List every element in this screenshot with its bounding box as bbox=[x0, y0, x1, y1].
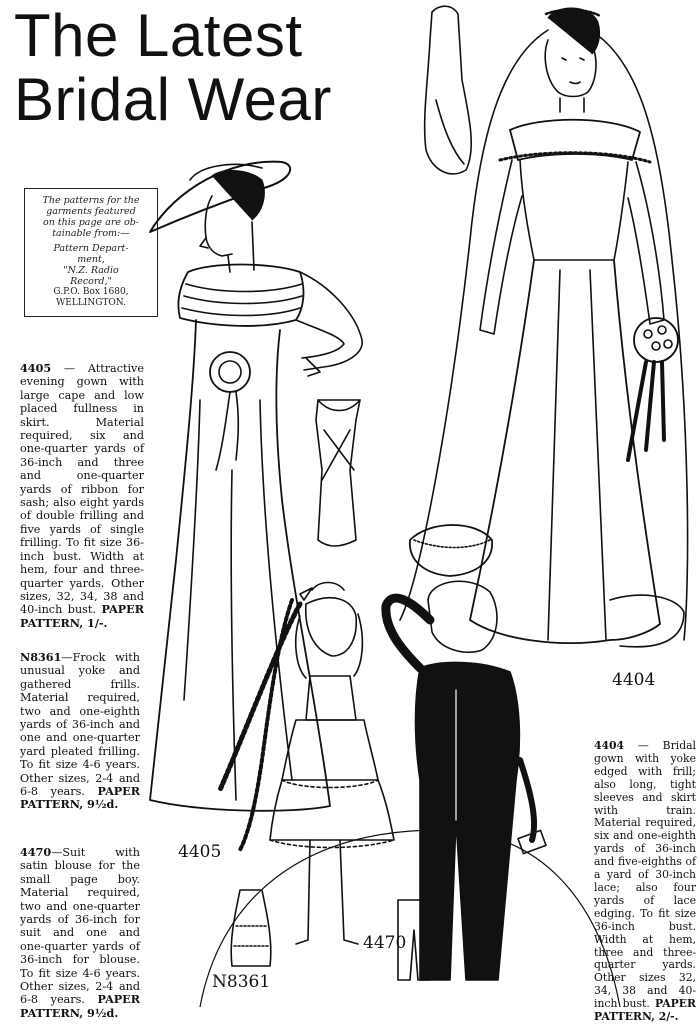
figure-label-4405: 4405 bbox=[178, 842, 222, 862]
figure-label-4404: 4404 bbox=[612, 670, 656, 690]
evening-gown-figure-illustration bbox=[150, 162, 362, 850]
veil-sketch-illustration bbox=[425, 6, 472, 174]
page-boy-figure-illustration bbox=[386, 581, 546, 980]
notice-line: Record," bbox=[70, 276, 112, 287]
pattern-body: — Attractive evening gown with large cape and low placed fullness in skirt. Material required, six and one-quarter yards of 36-inch and three and one-quarter yards of ribbon for sash; also eight yards of double frilling and five yards of single frilling. To fit size 36-inch bust. Width at hem, four and three-quarter yards. Other sizes, 32, 34, 38 and 40-inch bust. bbox=[20, 362, 144, 617]
pattern-number: N8361 bbox=[20, 650, 62, 664]
pattern-description-n8361 bbox=[20, 651, 140, 812]
notice-line: "N.Z. Radio bbox=[63, 265, 119, 276]
headline-line-1: The Latest bbox=[14, 2, 303, 69]
figure-label-4470: 4470 bbox=[363, 933, 407, 953]
pattern-price: PAPER PATTERN, 2/-. bbox=[594, 997, 696, 1024]
gown-flat-sketch-illustration bbox=[316, 400, 360, 546]
pattern-body: — Bridal gown with yoke edged with frill; also long, tight sleeves and skirt with train. Material required, six and one-eighth yards of 36-inch and five-eighths of a yard of 30-inch lace; also four yards of lace edging. To fit size 36-inch bust. Width at hem, three and three-quarter yards. Other sizes 32, 34, 38 and 40-inch bust. bbox=[594, 739, 696, 1011]
notice-line: WELLINGTON. bbox=[56, 298, 126, 308]
pattern-price: PAPER PATTERN, 9½d. bbox=[20, 992, 140, 1020]
pattern-body: —Suit with satin blouse for the small page boy. Material required, two and one-quarter yards of 36-inch for suit and one and one-quarter yards of 36-inch for blouse. To fit size 4-6 years. Other sizes, 2-4 and 6-8 years. bbox=[20, 846, 140, 1007]
pattern-price: PAPER PATTERN, 1/-. bbox=[20, 602, 144, 630]
pattern-price: PAPER PATTERN, 9½d. bbox=[20, 784, 140, 812]
notice-line: on this page are ob- bbox=[42, 217, 140, 228]
cap-sketch-illustration bbox=[410, 525, 492, 576]
pattern-description-4404 bbox=[594, 740, 696, 1024]
figure-label-n8361: N8361 bbox=[212, 972, 271, 992]
pattern-order-notice bbox=[24, 188, 158, 317]
notice-line: Pattern Depart- bbox=[53, 243, 129, 254]
pattern-description-4405 bbox=[20, 362, 144, 630]
notice-line: ment, bbox=[77, 254, 105, 265]
pattern-body: —Frock with unusual yoke and gathered frills. Material required, two and one-eighth yards of 36-inch and one and one-quarter yard pleated frilling. To fit size 4-6 years. Other sizes, 2-4 and 6-8 years. bbox=[20, 651, 140, 799]
notice-line: G.P.O. Box 1680, bbox=[53, 287, 129, 297]
pattern-number: 4404 bbox=[594, 739, 625, 752]
pattern-number: 4470 bbox=[20, 845, 52, 859]
notice-line: garments featured bbox=[46, 206, 136, 217]
headline-line-2: Bridal Wear bbox=[14, 66, 332, 133]
bridal-gown-figure-illustration bbox=[400, 8, 688, 647]
pattern-number: 4405 bbox=[20, 361, 52, 375]
notice-line: tainable from:— bbox=[52, 228, 130, 239]
pattern-description-4470 bbox=[20, 846, 140, 1020]
notice-line: The patterns for the bbox=[42, 195, 140, 206]
